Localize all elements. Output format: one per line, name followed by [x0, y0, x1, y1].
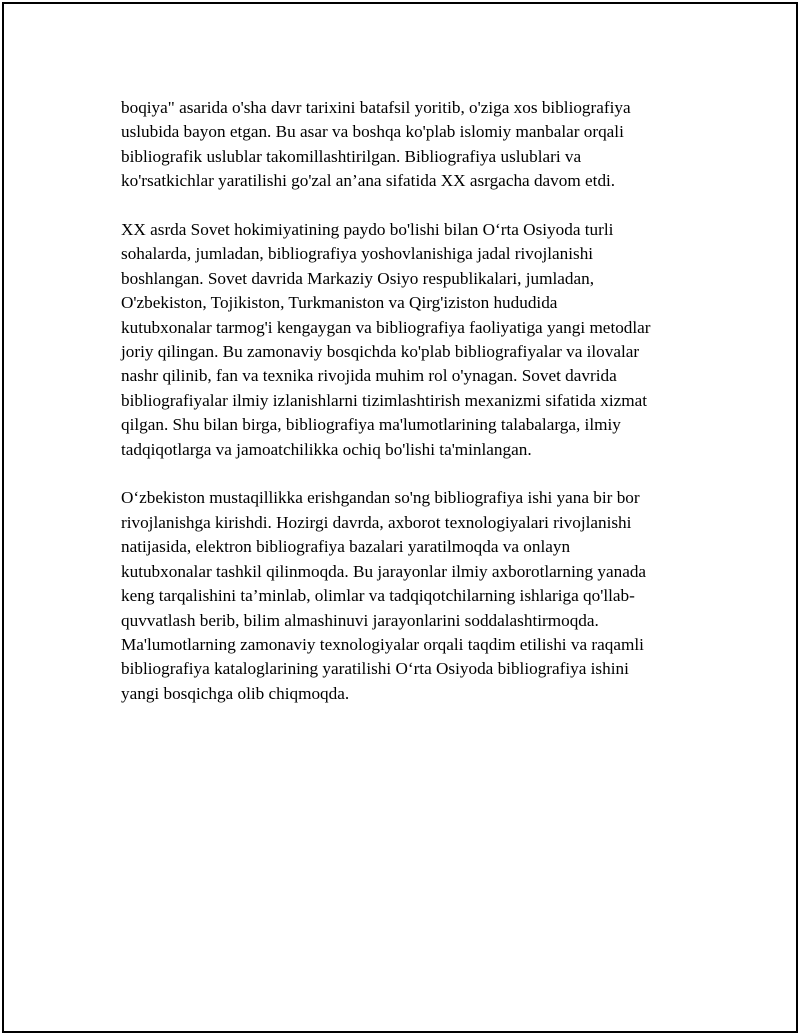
page-frame: [2, 2, 798, 1033]
paragraph-2: XX asrda Sovet hokimiyatining paydo bo'lishi bilan O‘rta Osiyoda turli sohalarda, jumladan, bibliografiya yoshovlanishiga jadal rivojlanishi boshlangan. Sovet davrida Markaziy Osiyo respublikalari, jumladan, O'zbekiston, Tojikiston, Turkmaniston va Qirg'iziston hududida kutubxonalar tarmog'i kengaygan va bibliografiya faoliyatiga yangi metodlar joriy qilingan. Bu zamonaviy bosqichda ko'plab bibliografiyalar va ilovalar nashr qilinib, fan va texnika rivojida muhim rol o'ynagan. Sovet davrida bibliografiyalar ilmiy izlanishlarni tizimlashtirish mexanizmi sifatida xizmat qilgan. Shu bilan birga, bibliografiya ma'lumotlarining talabalarga, ilmiy tadqiqotlarga va jamoatchilikka ochiq bo'lishi ta'minlangan.: [121, 220, 651, 459]
paragraph-1: boqiya" asarida o'sha davr tarixini batafsil yoritib, o'ziga xos bibliografiya uslubida bayon etgan. Bu asar va boshqa ko'plab islomiy manbalar orqali bibliografik uslublar takomillashtirilgan. Bibliografiya uslublari va ko'rsatkichlar yaratilishi go'zal an’ana sifatida XX asrgacha davom etdi.: [121, 98, 631, 191]
paragraph-3: O‘zbekiston mustaqillikka erishgandan so'ng bibliografiya ishi yana bir bor rivojlanishga kirishdi. Hozirgi davrda, axborot texnologiyalari rivojlanishi natijasida, elektron bibliografiya bazalari yaratilmoqda va onlayn kutubxonalar tashkil qilinmoqda. Bu jarayonlar ilmiy axborotlarning yanada keng tarqalishini ta’minlab, olimlar va tadqiqotchilarning ishlariga qo'llab- quvvatlash berib, bilim almashinuvi jarayonlarini soddalashtirmoqda. Ma'lumotlarning zamonaviy texnologiyalar orqali taqdim etilishi va raqamli bibliografiya kataloglarining yaratilishi O‘rta Osiyoda bibliografiya ishini yangi bosqichga olib chiqmoqda.: [121, 488, 647, 703]
document-body: [121, 96, 706, 731]
